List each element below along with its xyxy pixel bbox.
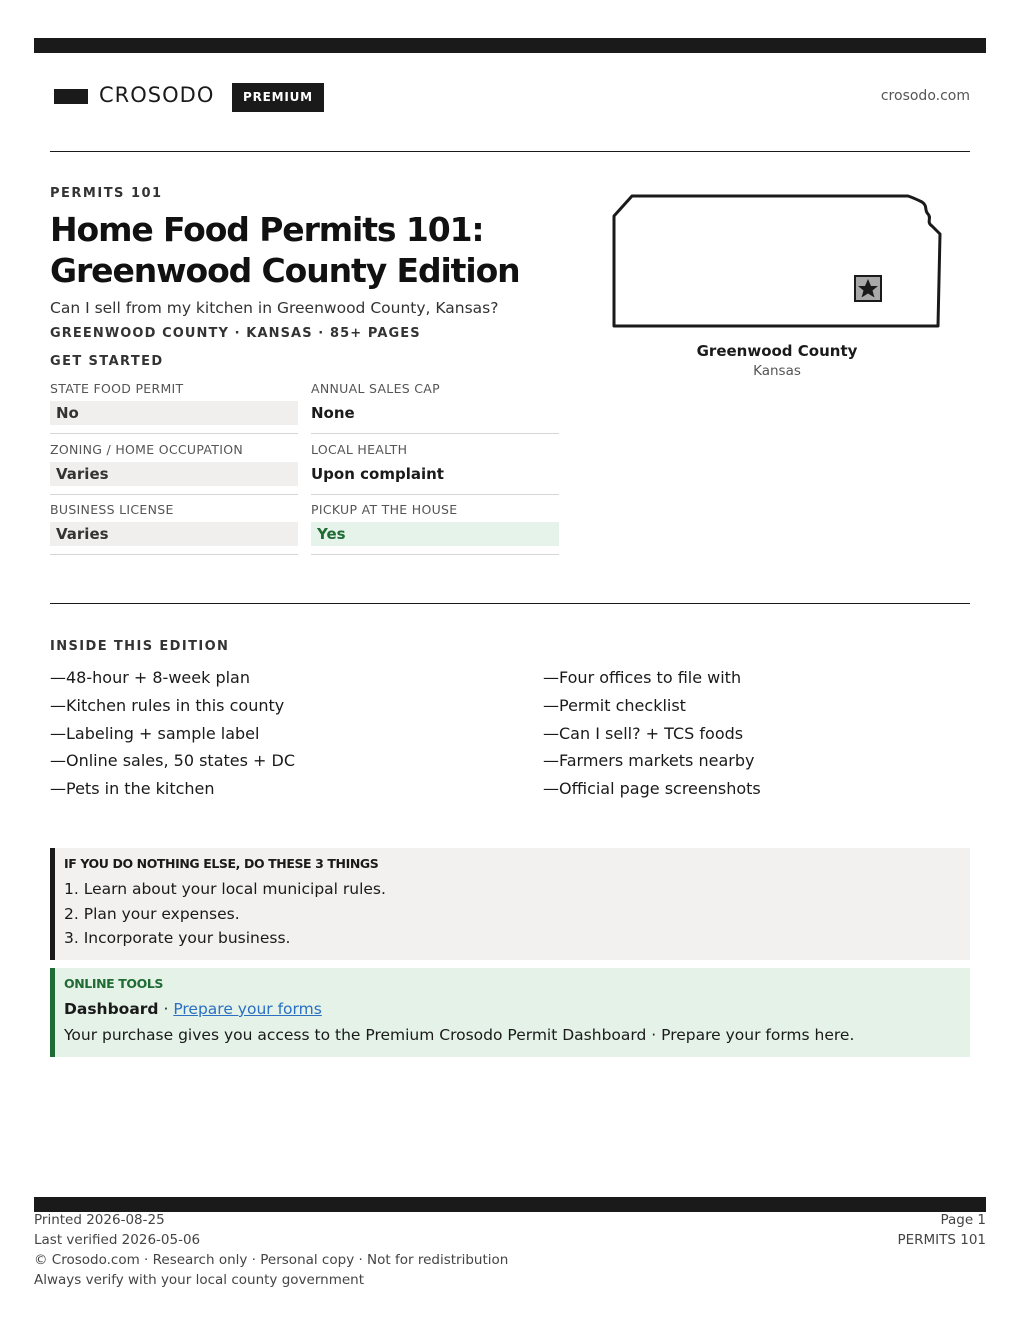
title-line-2: Greenwood County Edition <box>50 251 520 290</box>
top-bar <box>34 38 986 53</box>
edition-meta: GREENWOOD COUNTY · KANSAS · 85+ PAGES <box>50 326 421 341</box>
list-item: —Pets in the kitchen <box>50 779 215 798</box>
fact-label: LOCAL HEALTH <box>311 442 408 457</box>
prepare-forms-link[interactable]: Prepare your forms <box>173 1000 322 1018</box>
page-number: Page 1 <box>940 1212 986 1228</box>
map-caption <box>600 342 954 379</box>
header-divider <box>50 151 970 152</box>
dashboard-description: Your purchase gives you access to the Premium Crosodo Permit Dashboard · Prepare your forms here. <box>64 1026 855 1044</box>
fact-label: STATE FOOD PERMIT <box>50 381 184 396</box>
footer-section: PERMITS 101 <box>897 1232 986 1248</box>
separator: · <box>158 1000 174 1018</box>
fact-value: Varies <box>50 462 298 486</box>
list-item: —48-hour + 8-week plan <box>50 668 250 687</box>
callout-title: IF YOU DO NOTHING ELSE, DO THESE 3 THINGS <box>64 856 379 871</box>
fact-value: No <box>50 401 298 425</box>
brand-name: CROSODO <box>99 83 215 107</box>
list-item: —Four offices to file with <box>543 668 742 687</box>
three-things-callout <box>50 848 970 960</box>
crosodo-logo-icon <box>54 89 88 104</box>
site-url: crosodo.com <box>880 88 970 104</box>
footer-bar <box>34 1197 986 1212</box>
callout-title: ONLINE TOOLS <box>64 976 164 991</box>
callout-item: 3. Incorporate your business. <box>64 929 291 947</box>
disclaimer: Always verify with your local county government <box>34 1272 364 1288</box>
kansas-state-outline-icon <box>612 192 944 332</box>
list-item: —Can I sell? + TCS foods <box>543 724 744 743</box>
map-county-name: Greenwood County <box>696 342 858 360</box>
premium-badge: PREMIUM <box>232 83 324 112</box>
list-item: —Kitchen rules in this county <box>50 696 285 715</box>
list-item: —Labeling + sample label <box>50 724 260 743</box>
fact-label: BUSINESS LICENSE <box>50 502 174 517</box>
copyright: © Crosodo.com · Research only · Personal copy · Not for redistribution <box>34 1252 509 1268</box>
fact-local-health <box>311 442 559 495</box>
list-item: —Online sales, 50 states + DC <box>50 751 296 770</box>
county-marker <box>855 276 881 301</box>
fact-label: ANNUAL SALES CAP <box>311 381 440 396</box>
fact-pickup-at-house <box>311 502 559 555</box>
section-divider <box>50 603 970 604</box>
fact-label: ZONING / HOME OCCUPATION <box>50 442 244 457</box>
fact-value: None <box>311 404 355 422</box>
fact-value: Varies <box>50 522 298 546</box>
fact-annual-sales-cap <box>311 381 559 434</box>
page-title <box>50 209 610 291</box>
dashboard-line <box>64 1000 322 1018</box>
dashboard-label: Dashboard <box>64 1000 159 1018</box>
inside-edition-label: INSIDE THIS EDITION <box>50 639 230 654</box>
subtitle: Can I sell from my kitchen in Greenwood County, Kansas? <box>50 299 499 317</box>
fact-label: PICKUP AT THE HOUSE <box>311 502 458 517</box>
kansas-map <box>612 192 944 332</box>
header <box>50 80 970 114</box>
eyebrow: PERMITS 101 <box>50 186 163 201</box>
printed-date: Printed 2026-08-25 <box>34 1212 165 1228</box>
online-tools-callout <box>50 968 970 1057</box>
map-state-name: Kansas <box>753 363 801 379</box>
list-item: —Farmers markets nearby <box>543 751 755 770</box>
fact-zoning <box>50 442 298 495</box>
fact-value: Yes <box>311 522 559 546</box>
list-item: —Permit checklist <box>543 696 686 715</box>
verified-date: Last verified 2026-05-06 <box>34 1232 201 1248</box>
fact-business-license <box>50 502 298 555</box>
callout-item: 2. Plan your expenses. <box>64 905 240 923</box>
callout-item: 1. Learn about your local municipal rules. <box>64 880 386 898</box>
list-item: —Official page screenshots <box>543 779 761 798</box>
fact-state-food-permit <box>50 381 298 434</box>
get-started-label: GET STARTED <box>50 354 164 369</box>
title-line-1: Home Food Permits 101: <box>50 210 484 249</box>
fact-value: Upon complaint <box>311 465 444 483</box>
